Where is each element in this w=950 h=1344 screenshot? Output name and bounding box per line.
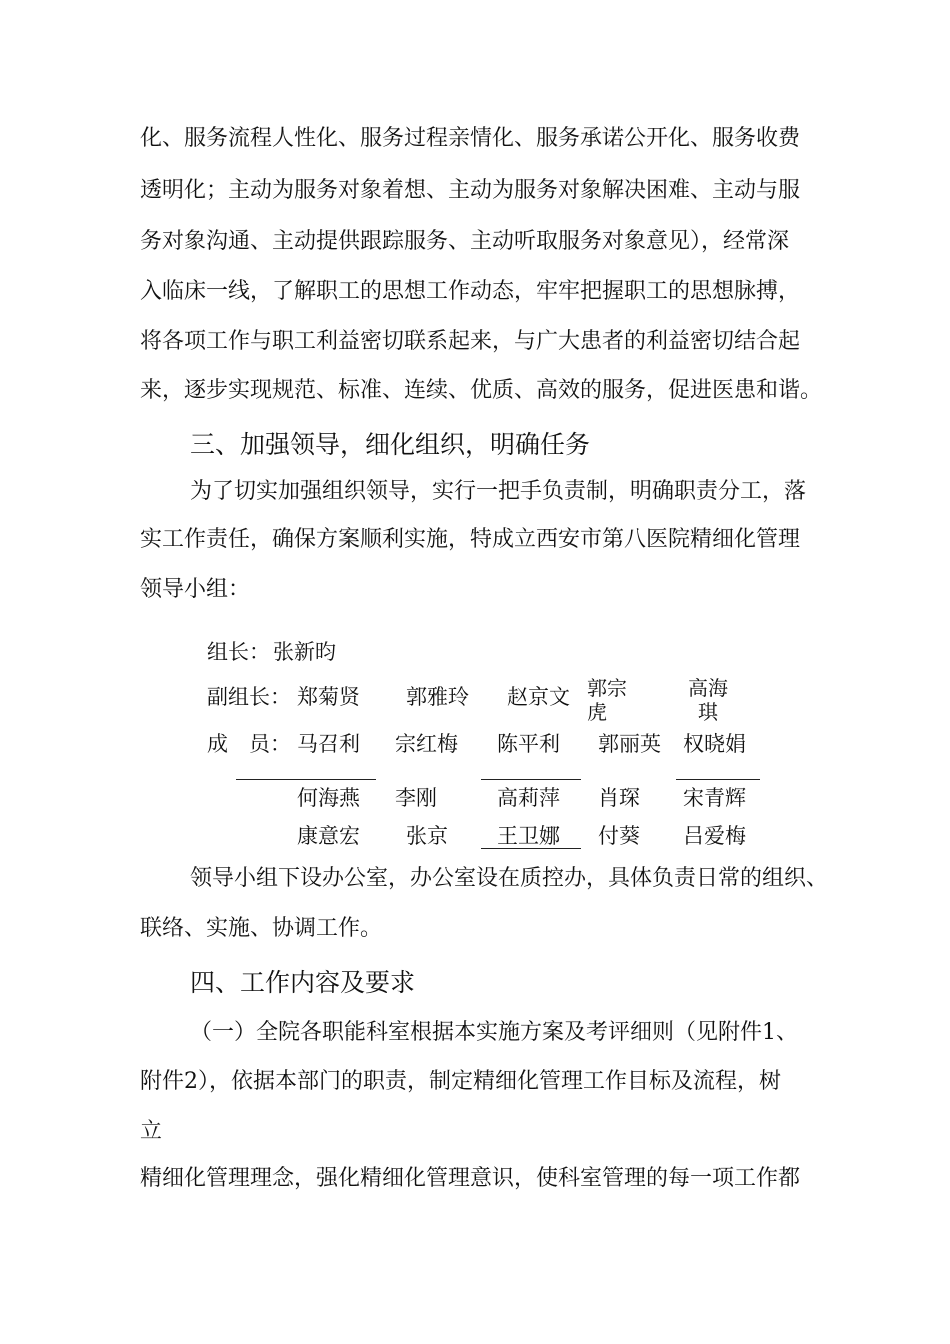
body-text-line: 化、服务流程人性化、服务过程亲情化、服务承诺公开化、服务收费 <box>140 126 801 151</box>
member-name: 宗红梅 <box>395 732 458 756</box>
body-text-line: 透明化；主动为服务对象着想、主动为服务对象解决困难、主动与服 <box>140 178 801 203</box>
deputy-name: 高海 琪 <box>688 676 728 724</box>
divider-line <box>676 779 760 780</box>
member-name: 何海燕 <box>297 786 360 810</box>
member-name: 王卫娜 <box>497 824 560 848</box>
member-name: 马召利 <box>297 732 360 756</box>
member-name: 宋青辉 <box>683 786 746 810</box>
body-text-line: 务对象沟通、主动提供跟踪服务、主动听取服务对象意见），经常深 <box>140 229 790 254</box>
body-text-line: （一）全院各职能科室根据本实施方案及考评细则（见附件1、 <box>190 1020 798 1045</box>
deputy-name: 郭宗 虎 <box>587 676 627 724</box>
member-name: 康意宏 <box>297 824 360 848</box>
member-name: 高莉萍 <box>497 786 560 810</box>
body-text-line: 附件2），依据本部门的职责，制定精细化管理工作目标及流程，树 <box>140 1069 781 1094</box>
members-label: 成 员： <box>207 732 291 756</box>
member-name: 李刚 <box>395 786 437 810</box>
body-text-line: 联络、实施、协调工作。 <box>140 916 383 941</box>
deputy-name: 郭雅玲 <box>406 685 469 709</box>
section-heading-4: 四、工作内容及要求 <box>190 968 416 997</box>
body-text-line: 来，逐步实现规范、标准、连续、优质、高效的服务，促进医患和谐。 <box>140 378 823 403</box>
section-heading-3: 三、加强领导，细化组织，明确任务 <box>190 430 591 459</box>
deputy-label: 副组长： <box>207 685 291 709</box>
body-text-line: 实工作责任，确保方案顺利实施，特成立西安市第八医院精细化管理 <box>140 527 801 552</box>
body-text-line: 将各项工作与职工利益密切联系起来，与广大患者的利益密切结合起 <box>140 329 801 354</box>
leader-label: 组长： <box>207 640 270 664</box>
body-text-line: 精细化管理理念，强化精细化管理意识，使科室管理的每一项工作都 <box>140 1166 801 1191</box>
leader-name: 张新昀 <box>273 640 336 664</box>
divider-line <box>481 779 581 780</box>
member-name: 张京 <box>406 824 448 848</box>
member-name: 肖琛 <box>598 786 640 810</box>
member-name: 权晓娟 <box>683 732 746 756</box>
divider-line <box>481 848 581 849</box>
member-name: 郭丽英 <box>598 732 661 756</box>
member-name: 吕爱梅 <box>683 824 746 848</box>
body-text-line: 入临床一线，了解职工的思想工作动态，牢牢把握职工的思想脉搏， <box>140 279 801 304</box>
body-text-line: 为了切实加强组织领导，实行一把手负责制，明确职责分工，落 <box>190 479 807 504</box>
deputy-name: 赵京文 <box>507 685 570 709</box>
member-name: 付葵 <box>598 824 640 848</box>
body-text-line: 立 <box>140 1119 163 1144</box>
body-text-line: 领导小组下设办公室，办公室设在质控办，具体负责日常的组织、 <box>190 866 829 891</box>
body-text-line: 领导小组： <box>140 577 251 602</box>
deputy-name: 郑菊贤 <box>297 685 360 709</box>
divider-line <box>236 779 376 780</box>
member-name: 陈平利 <box>497 732 560 756</box>
